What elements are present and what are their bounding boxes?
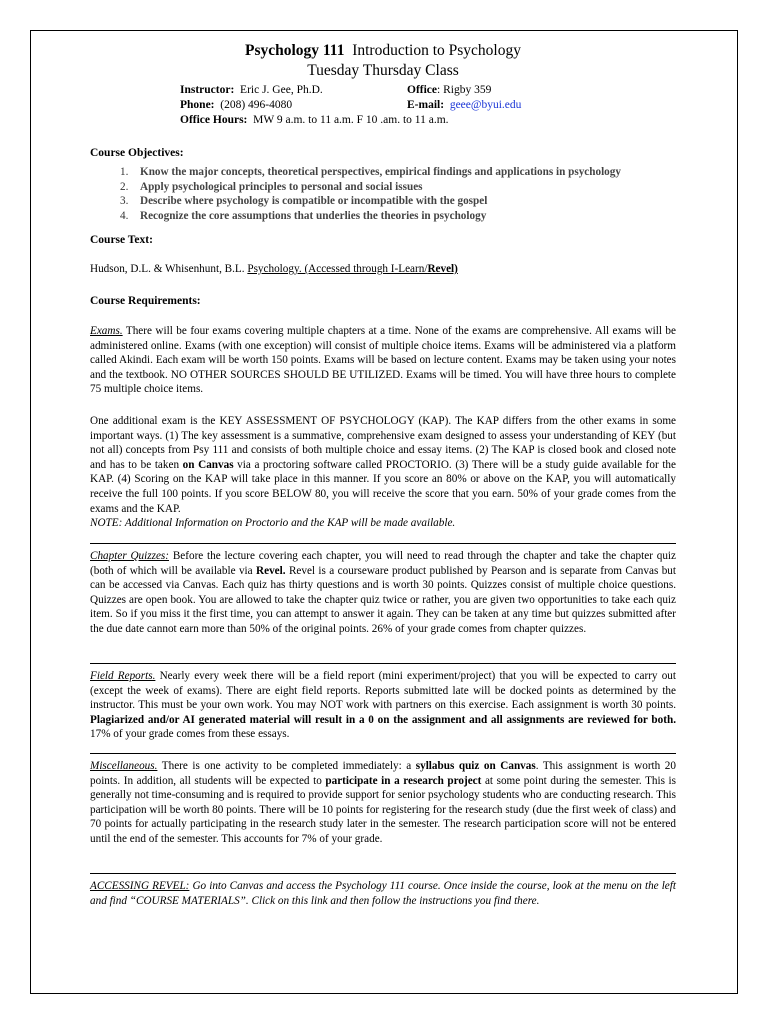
list-item: 1. Know the major concepts, theoretical perspectives, empirical findings and applications in psychology <box>120 166 621 178</box>
course-title <box>90 41 676 60</box>
divider <box>90 663 676 664</box>
office-line: Office: Rigby 359 <box>407 84 492 96</box>
quizzes-paragraph: Chapter Quizzes: Before the lecture covering each chapter, you will need to read through the chapter and take the chapter quiz (both of which will be available via Revel. Revel is a courseware product published by Pearson and is separate from Canvas but can be accessed via Canvas. Each quiz has thirty questions and is worth 30 points. Quizzes consist of multiple choice questions. Quizzes are open book. You are allowed to take the chapter quiz twice or rather, you are given two opportunities to take each quiz item. So if you miss it the first time, you can attempt to answer it again. They can be taken at any time but quizzes submitted after the due date cannot earn more than 50% of the original points. 26% of your grade comes from chapter quizzes. <box>90 550 677 635</box>
phone-line: Phone: (208) 496-4080 <box>180 99 293 111</box>
textbook-title: Psychology. (Accessed through I-Learn/Revel) <box>247 263 458 275</box>
miscellaneous-paragraph: Miscellaneous. There is one activity to be completed immediately: a syllabus quiz on Canvas. This assignment is worth 20 points. In addition, all students will be expected to participate in a research project at some point during the semester. This is generally not time-consuming and is required to provide support for senior psychology students who are conducting research. This participation will be worth 80 points. There will be 10 points for registering for the research study (due the first week of class) and 70 points for actually participating in the research study later in the semester. The research participation score will not be entered until the end of the semester. This accounts for 7% of your grade. <box>90 760 677 845</box>
divider <box>90 543 676 544</box>
objectives-list <box>120 165 621 223</box>
divider <box>90 873 676 874</box>
course-name: Introduction to Psychology <box>352 42 521 59</box>
exams-paragraph: Exams. There will be four exams covering multiple chapters at a time. None of the exams are comprehensive. All exams will be administered online. Exams (with one exception) will consist of multiple choice items. Exams will be administered via a platform called Akindi. Each exam will be worth 150 points. Exams will be based on lecture content. Exams may be taken using your notes and the textbook. NO OTHER SOURCES SHOULD BE UTILIZED. Exams will be timed. You will have three hours to complete 75 multiple choice items. <box>90 325 676 396</box>
kap-paragraph: One additional exam is the KEY ASSESSMENT OF PSYCHOLOGY (KAP). The KAP differs from the other exams in some important ways. (1) The key assessment is a summative, comprehensive exam designed to assess your understanding of KEY (but not all) concepts from Psy 111 and consists of both multiple choice and essay items. (2) The KAP is closed book and closed note and has to be taken on Canvas via a proctoring software called PROCTORIO. (3) There will be a study guide available for the KAP. (4) Scoring on the KAP will take place in this manner. If you score an 80% or above on the KAP, you will automatically receive the full 100 points. If you score BELOW 80, you will receive the score that you earn. 50% of your grade comes from the exams and the KAP. NOTE: Additional Information on Proctorio and the KAP will be made available. <box>90 415 676 530</box>
field-reports-paragraph: Field Reports. Nearly every week there will be a field report (mini experiment/project) that you will be expected to carry out (except the week of exams). There are eight field reports. Reports submitted late will be docked points as determined by the instructor. This must be your own work. You may NOT work with partners on this exercise. Each assignment is worth 30 points. Plagiarized and/or AI generated material will result in a 0 on the assignment and all assignments are reviewed for both. 17% of your grade comes from these essays. <box>90 670 676 741</box>
objectives-heading: Course Objectives: <box>90 147 184 159</box>
course-text-heading: Course Text: <box>90 234 153 246</box>
course-code: Psychology 111 <box>244 42 345 59</box>
course-text-citation: Hudson, D.L. & Whisenhunt, B.L. Psychology. (Accessed through I-Learn/Revel) <box>90 263 458 275</box>
email-link[interactable]: geee@byui.edu <box>449 99 522 111</box>
list-item: 4. Recognize the core assumptions that underlies the theories in psychology <box>120 209 487 222</box>
list-item: 2. Apply psychological principles to personal and social issues <box>120 180 423 193</box>
instructor-line: Instructor: Eric J. Gee, Ph.D. <box>180 84 323 96</box>
office-hours-line: Office Hours: MW 9 a.m. to 11 a.m. F 10 .am. to 11 a.m. <box>180 114 449 126</box>
list-item: 3. Describe where psychology is compatible or incompatible with the gospel <box>120 195 488 207</box>
accessing-revel-paragraph: ACCESSING REVEL: Go into Canvas and access the Psychology 111 course. Once inside the course, look at the menu on the left and find “COURSE MATERIALS”. Click on this link and then follow the instructions you find there. <box>90 880 676 907</box>
email-line: E-mail: geee@byui.edu <box>407 99 522 111</box>
divider <box>90 753 676 754</box>
requirements-heading: Course Requirements: <box>90 295 201 307</box>
class-days: Tuesday Thursday Class <box>307 62 459 79</box>
